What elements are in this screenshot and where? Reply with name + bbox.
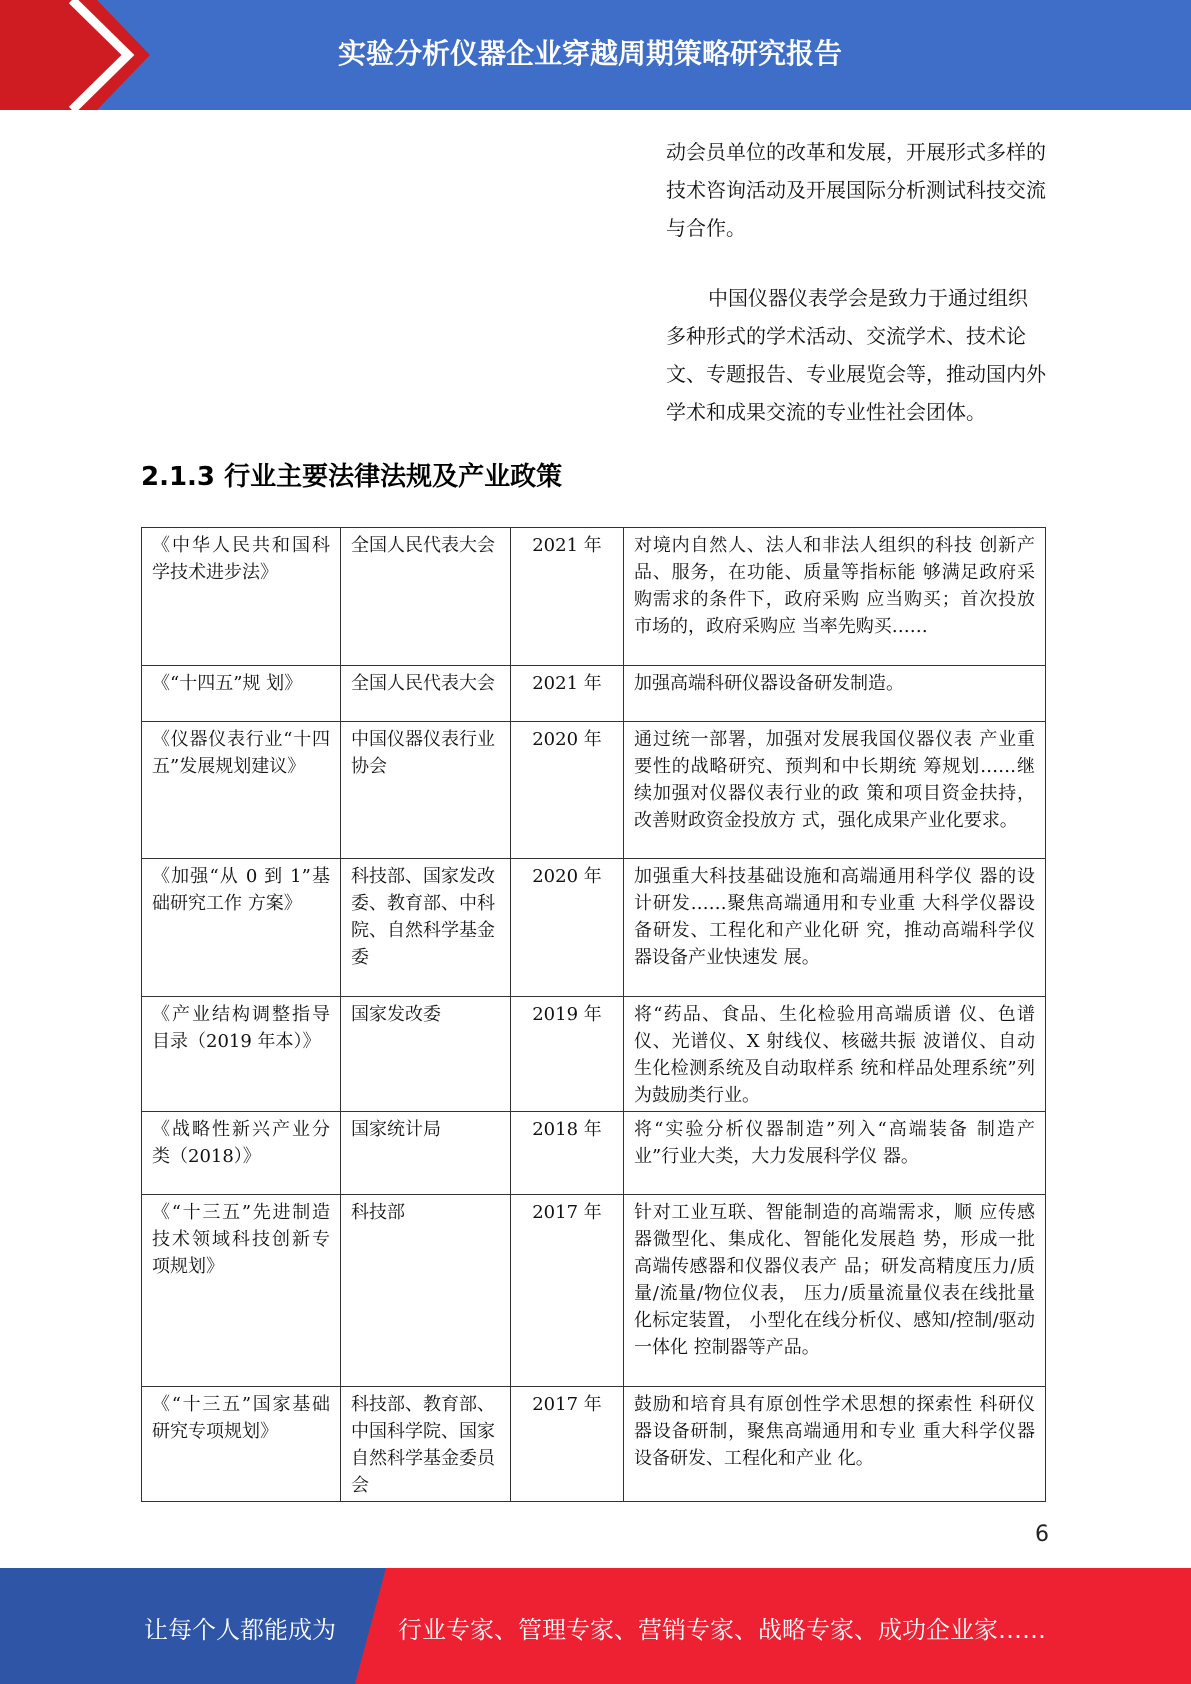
policy-table <box>141 527 1046 1502</box>
footer-slogan-left: 让每个人都能成为 <box>144 1616 336 1644</box>
year-cell: 2018 年 <box>511 1112 624 1195</box>
description-cell: 加强高端科研仪器设备研发制造。 <box>624 666 1046 722</box>
issuer-cell: 全国人民代表大会 <box>341 666 511 722</box>
description-cell: 通过统一部署，加强对发展我国仪器仪表 产业重要性的战略研究、预判和中长期统 筹规划……继续加强对仪器仪表行业的政 策和项目资金扶持，改善财政资金投放方 式，强化成果产业化要求。 <box>624 722 1046 859</box>
policy-name-cell: 《“十三五”先进制造技术领域科技创新专项规划》 <box>142 1195 341 1387</box>
intro-paragraph-2 <box>666 279 1046 431</box>
section-heading: 2.1.3 行业主要法律法规及产业政策 <box>141 462 563 492</box>
policy-name-cell: 《“十四五”规 划》 <box>142 666 341 722</box>
table-row <box>142 997 1046 1112</box>
table-row <box>142 1112 1046 1195</box>
issuer-cell: 国家发改委 <box>341 997 511 1112</box>
issuer-cell: 国家统计局 <box>341 1112 511 1195</box>
policy-name-cell: 《加强“从 0 到 1”基础研究工作 方案》 <box>142 859 341 997</box>
issuer-cell: 全国人民代表大会 <box>341 528 511 666</box>
description-cell: 加强重大科技基础设施和高端通用科学仪 器的设计研发……聚焦高端通用和专业重 大科学仪器设备研发、工程化和产业化研 究，推动高端科学仪器设备产业快速发 展。 <box>624 859 1046 997</box>
policy-name-cell: 《中华人民共和国科学技术进步法》 <box>142 528 341 666</box>
intro-paragraph-2-text: 中国仪器仪表学会是致力于通过组织多种形式的学术活动、交流学术、技术论文、专题报告、专业展览会等，推动国内外学术和成果交流的专业性社会团体。 <box>666 286 1046 424</box>
description-cell: 针对工业互联、智能制造的高端需求，顺 应传感器微型化、集成化、智能化发展趋 势，形成一批高端传感器和仪器仪表产 品；研发高精度压力/质量/流量/物位仪表， 压力/质量流量仪表在线批量化标定装置， 小型化在线分析仪、感知/控制/驱动一体化 控制器等产品。 <box>624 1195 1046 1387</box>
issuer-cell: 科技部、国家发改委、教育部、中科院、自然科学基金委 <box>341 859 511 997</box>
year-cell: 2020 年 <box>511 859 624 997</box>
table-row <box>142 1387 1046 1502</box>
year-cell: 2021 年 <box>511 528 624 666</box>
issuer-cell: 科技部 <box>341 1195 511 1387</box>
report-title: 实验分析仪器企业穿越周期策略研究报告 <box>338 37 843 70</box>
page-number: 6 <box>1035 1522 1049 1547</box>
policy-name-cell: 《“十三五”国家基础研究专项规划》 <box>142 1387 341 1502</box>
issuer-cell: 科技部、教育部、中国科学院、国家自然科学基金委员会 <box>341 1387 511 1502</box>
year-cell: 2021 年 <box>511 666 624 722</box>
year-cell: 2017 年 <box>511 1387 624 1502</box>
table-row <box>142 666 1046 722</box>
description-cell: 将“实验分析仪器制造”列入“高端装备 制造产业”行业大类，大力发展科学仪 器。 <box>624 1112 1046 1195</box>
table-row <box>142 859 1046 997</box>
description-cell: 对境内自然人、法人和非法人组织的科技 创新产品、服务，在功能、质量等指标能 够满足政府采购需求的条件下，政府采购 应当购买；首次投放市场的，政府采购应 当率先购买…… <box>624 528 1046 666</box>
description-cell: 将“药品、食品、生化检验用高端质谱 仪、色谱仪、光谱仪、X 射线仪、核磁共振 波谱仪、自动生化检测系统及自动取样系 统和样品处理系统”列为鼓励类行业。 <box>624 997 1046 1112</box>
footer-slogan-right: 行业专家、管理专家、营销专家、战略专家、成功企业家…… <box>398 1616 1046 1644</box>
policy-name-cell: 《战略性新兴产业分类（2018）》 <box>142 1112 341 1195</box>
year-cell: 2017 年 <box>511 1195 624 1387</box>
page-footer <box>0 1568 1191 1684</box>
year-cell: 2020 年 <box>511 722 624 859</box>
page-header <box>0 0 1191 110</box>
table-row <box>142 1195 1046 1387</box>
table-row <box>142 722 1046 859</box>
intro-paragraph-1: 动会员单位的改革和发展，开展形式多样的技术咨询活动及开展国际分析测试科技交流与合作。 <box>666 140 1046 240</box>
year-cell: 2019 年 <box>511 997 624 1112</box>
policy-name-cell: 《仪器仪表行业“十四五”发展规划建议》 <box>142 722 341 859</box>
header-chevron-icon <box>0 0 155 110</box>
table-row <box>142 528 1046 666</box>
policy-name-cell: 《产业结构调整指导目录（2019 年本）》 <box>142 997 341 1112</box>
issuer-cell: 中国仪器仪表行业协会 <box>341 722 511 859</box>
description-cell: 鼓励和培育具有原创性学术思想的探索性 科研仪器设备研制，聚焦高端通用和专业 重大科学仪器设备研发、工程化和产业 化。 <box>624 1387 1046 1502</box>
